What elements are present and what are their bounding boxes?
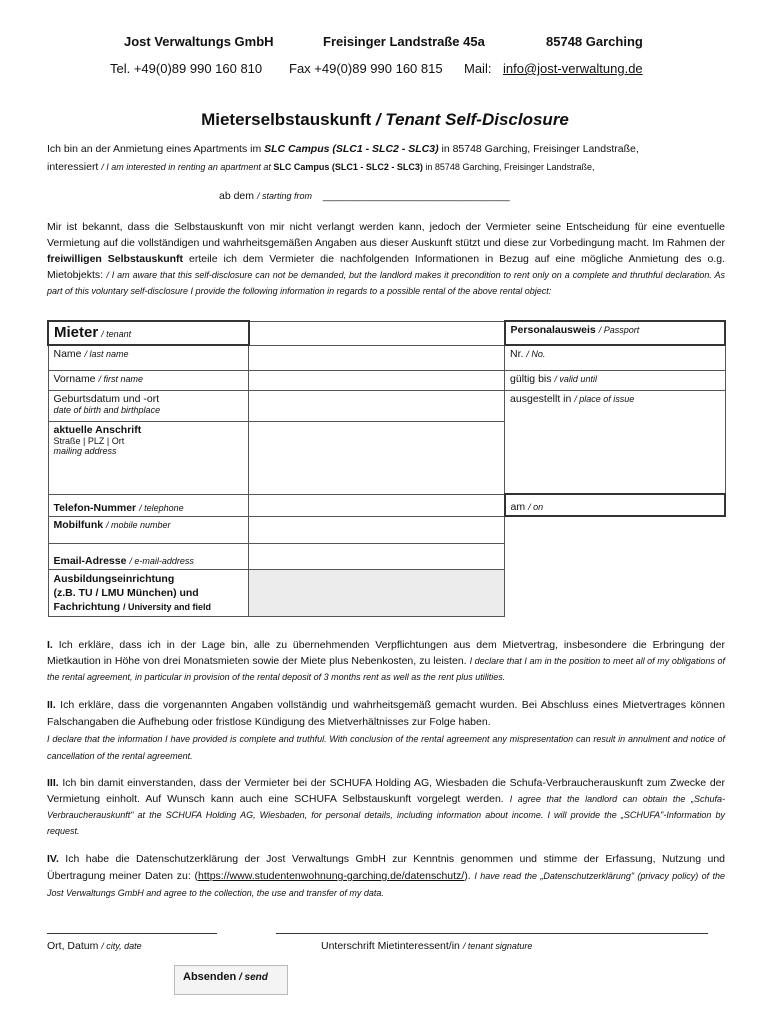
declaration-ii bbox=[47, 697, 725, 765]
decl-ii-en: I declare that the information I have provided is complete and truthful. With conclusion of the rental agreement any mispresentation can result in annulment and notice of cancellation of the rental agreement. bbox=[47, 734, 725, 761]
mobile-field[interactable] bbox=[249, 516, 505, 543]
start-date-row bbox=[219, 190, 510, 202]
nr-label: Nr. bbox=[510, 348, 524, 360]
university-field[interactable] bbox=[249, 569, 505, 616]
company-city: 85748 Garching bbox=[546, 34, 643, 49]
address-field[interactable] bbox=[249, 421, 505, 494]
unterschrift-label: Unterschrift Mietinteressent/in bbox=[321, 940, 463, 952]
tenant-signature-label: / tenant signature bbox=[462, 941, 533, 951]
mobile-label-cell bbox=[48, 516, 249, 543]
vorname-field[interactable] bbox=[249, 370, 505, 390]
email-en-label: / e-mail-address bbox=[129, 555, 194, 566]
company-name: Jost Verwaltungs GmbH bbox=[124, 34, 274, 49]
mailing-address-label: mailing address bbox=[53, 445, 117, 456]
send-label: Absenden bbox=[183, 971, 237, 983]
intro-campus-en: SLC Campus (SLC1 - SLC2 - SLC3) bbox=[273, 162, 423, 172]
on-label: / on bbox=[528, 502, 544, 512]
valid-until-field[interactable] bbox=[505, 370, 725, 390]
ausgestellt-label: ausgestellt in bbox=[510, 392, 572, 405]
decl-iii-de: Ich bin damit einverstanden, dass der Vermieter bei der SCHUFA Holding AG, Wiesbaden die Schufa-Verbraucherauskunft zum Zwecke der Vermietung einholt. Auf Wunsch kann auch eine SCHUFA Selbstauskunft vorgelegt werden. bbox=[47, 777, 725, 805]
first-name-label: / first name bbox=[98, 373, 143, 384]
tenant-form bbox=[47, 320, 726, 617]
intro-en: / I am interested in renting an apartment at bbox=[101, 162, 274, 172]
start-date-field[interactable]: ________________________________ bbox=[322, 190, 510, 202]
passport-header bbox=[505, 321, 725, 345]
decl-iv-close: ). bbox=[464, 870, 475, 882]
decl-iii-num: III. bbox=[47, 777, 59, 789]
title-en: / Tenant Self-Disclosure bbox=[371, 110, 569, 129]
consent-english: / I am aware that this self-disclosure can not be demanded, but the landlord makes it precondition to rent only on a complete and thruthful declaration. As part of this voluntary self-disclosure I provide the following information in regards to a possible rental of the above rental object: bbox=[47, 270, 725, 296]
declaration-i bbox=[47, 637, 725, 685]
consent-bold: freiwilligen Selbstauskunft bbox=[47, 253, 184, 265]
university-en-label: / University and field bbox=[122, 601, 211, 612]
email-label: Email-Adresse bbox=[53, 554, 127, 567]
intro-line-1 bbox=[47, 141, 725, 157]
city-date-label bbox=[47, 940, 142, 952]
name-label-cell bbox=[48, 345, 249, 370]
phone-label-cell bbox=[48, 494, 249, 516]
empty-cell bbox=[505, 516, 725, 543]
address-label-cell bbox=[48, 421, 249, 494]
name-field[interactable] bbox=[249, 345, 505, 370]
issue-date-field[interactable] bbox=[505, 494, 725, 516]
passport-label: / Passport bbox=[598, 325, 640, 335]
signature-label bbox=[321, 940, 532, 952]
intro-en-end: in 85748 Garching, Freisinger Landstraße, bbox=[422, 162, 595, 172]
company-street: Freisinger Landstraße 45a bbox=[323, 34, 485, 49]
mieter-header bbox=[48, 321, 249, 345]
birth-en-label: date of birth and birthplace bbox=[53, 404, 161, 415]
consent-intro bbox=[47, 219, 725, 299]
intro-interested: interessiert bbox=[47, 161, 102, 173]
intro-campus: SLC Campus (SLC1 - SLC2 - SLC3) bbox=[264, 143, 439, 155]
no-label: / No. bbox=[526, 349, 546, 359]
company-fax: Fax +49(0)89 990 160 815 bbox=[289, 61, 443, 76]
mobile-en-label: / mobile number bbox=[106, 519, 171, 530]
decl-iv-de: Ich habe die Datenschutzerklärung der Jost Verwaltungs GmbH zur Kenntnis genommen und stimme der Erfassung, Nutzung und Übertragung meiner Daten zu: ( bbox=[47, 853, 725, 882]
gueltig-label: gültig bis bbox=[510, 372, 552, 385]
intro-line-2 bbox=[47, 159, 725, 175]
decl-i-de: Ich erkläre, dass ich in der Lage bin, alle zu übernehmenden Verpflichtungen aus dem Mietvertrag, insbesondere die Erbringung der Mietkaution in Höhe von drei Monatsmieten sowie der Miete plus Nebenkosten, zu leisten. bbox=[47, 639, 725, 667]
birth-label-cell bbox=[48, 390, 249, 421]
university-label-cell bbox=[48, 569, 249, 616]
phone-label: Telefon-Nummer bbox=[53, 501, 137, 514]
am-label: am bbox=[510, 501, 526, 513]
send-button[interactable] bbox=[174, 965, 288, 995]
city-date-en-label: / city, date bbox=[101, 941, 142, 951]
send-en-label: / send bbox=[236, 972, 268, 983]
address-label: aktuelle Anschrift bbox=[53, 423, 142, 436]
mobile-label: Mobilfunk bbox=[53, 518, 104, 531]
birth-field[interactable] bbox=[249, 390, 505, 421]
declaration-iv bbox=[47, 851, 725, 902]
intro-text-end: in 85748 Garching, Freisinger Landstraße, bbox=[438, 143, 639, 155]
vorname-label-cell bbox=[48, 370, 249, 390]
city-date-line[interactable] bbox=[47, 933, 217, 934]
university-label-2: (z.B. TU / LMU München) und bbox=[53, 586, 199, 599]
page-title bbox=[0, 110, 770, 130]
decl-iv-en: I have read the „Datenschutzerklärung" (privacy policy) of the Jost Verwaltungs GmbH and agree to the collection, the use and transfer of my data. bbox=[47, 871, 725, 898]
decl-ii-de: Ich erkläre, dass die vorgenannten Angaben vollständig und wahrheitsgemäß gemacht wurden. Bei Abschluss eines Mietvertrages können Falschangaben die Aufhebung oder fristlose Kündigung des Mietverhältnisses zur Folge haben. bbox=[47, 699, 725, 728]
valid-until-label: / valid until bbox=[554, 373, 597, 384]
empty-cell bbox=[505, 569, 725, 616]
ab-dem-label: ab dem bbox=[219, 190, 257, 202]
privacy-policy-link[interactable]: https://www.studentenwohnung-garching.de/datenschutz/ bbox=[198, 870, 465, 882]
decl-i-num: I. bbox=[47, 639, 53, 651]
last-name-label: / last name bbox=[84, 349, 129, 359]
company-mail-label: Mail: bbox=[464, 61, 492, 76]
intro-text: Ich bin an der Anmietung eines Apartments im bbox=[47, 143, 265, 155]
university-label-3: Fachrichtung bbox=[53, 600, 121, 613]
passport-nr-field[interactable] bbox=[505, 345, 725, 370]
name-label: Name bbox=[53, 348, 82, 360]
decl-iii-en: I agree that the landlord can obtain the „Schufa-Verbraucherauskunft" at the SCHUFA Holding AG, Wiesbaden, for personal details, including information about income. I will provide the „SCHUFA"-Information by request. bbox=[47, 794, 725, 836]
personalausweis-label: Personalausweis bbox=[510, 324, 596, 336]
telephone-label: / telephone bbox=[139, 502, 184, 513]
email-field[interactable] bbox=[249, 543, 505, 569]
ort-datum-label: Ort, Datum bbox=[47, 940, 102, 952]
consent-text-1: Mir ist bekannt, dass die Selbstauskunft von mir nicht verlangt werden kann, jedoch der Vermieter seine Entscheidung für eine eventuelle Vermietung auf die vollständigen und wahrheitsgemäßen Angaben aus dieser Auskunft stützt und diese zur Vorbedingung macht. Im Rahmen der bbox=[47, 221, 725, 249]
vorname-label: Vorname bbox=[53, 372, 96, 385]
tenant-label: / tenant bbox=[101, 329, 132, 339]
email-label-cell bbox=[48, 543, 249, 569]
decl-i-en: I declare that I am in the position to meet all of my obligations of the rental agreement, in particular in provision of the rental deposit of 3 months rent as well as the rent plus utilities. bbox=[47, 656, 725, 682]
university-label-1: Ausbildungseinrichtung bbox=[53, 572, 175, 585]
birth-label: Geburtsdatum und -ort bbox=[53, 392, 160, 405]
place-of-issue-label: / place of issue bbox=[574, 393, 635, 404]
company-tel: Tel. +49(0)89 990 160 810 bbox=[110, 61, 263, 76]
decl-ii-num: II. bbox=[47, 699, 56, 711]
mieter-header-field bbox=[249, 321, 505, 345]
empty-cell bbox=[505, 543, 725, 569]
declaration-iii bbox=[47, 775, 725, 839]
mieter-label: Mieter bbox=[54, 324, 99, 341]
starting-from-label: / starting from bbox=[256, 191, 312, 201]
phone-field[interactable] bbox=[249, 494, 505, 516]
decl-iv-num: IV. bbox=[47, 853, 59, 865]
signature-line[interactable] bbox=[276, 933, 708, 934]
address-sub-label: Straße | PLZ | Ort bbox=[53, 435, 125, 446]
company-mail-link[interactable]: info@jost-verwaltung.de bbox=[503, 61, 643, 76]
title-de: Mieterselbstauskunft bbox=[201, 110, 372, 129]
consent-text-2: erteile ich dem Vermieter die nachfolgenden Informationen in Bezug auf eine mögliche Anmietung des o.g. Mietobjekts: bbox=[47, 253, 725, 281]
place-of-issue-field[interactable] bbox=[505, 390, 725, 494]
